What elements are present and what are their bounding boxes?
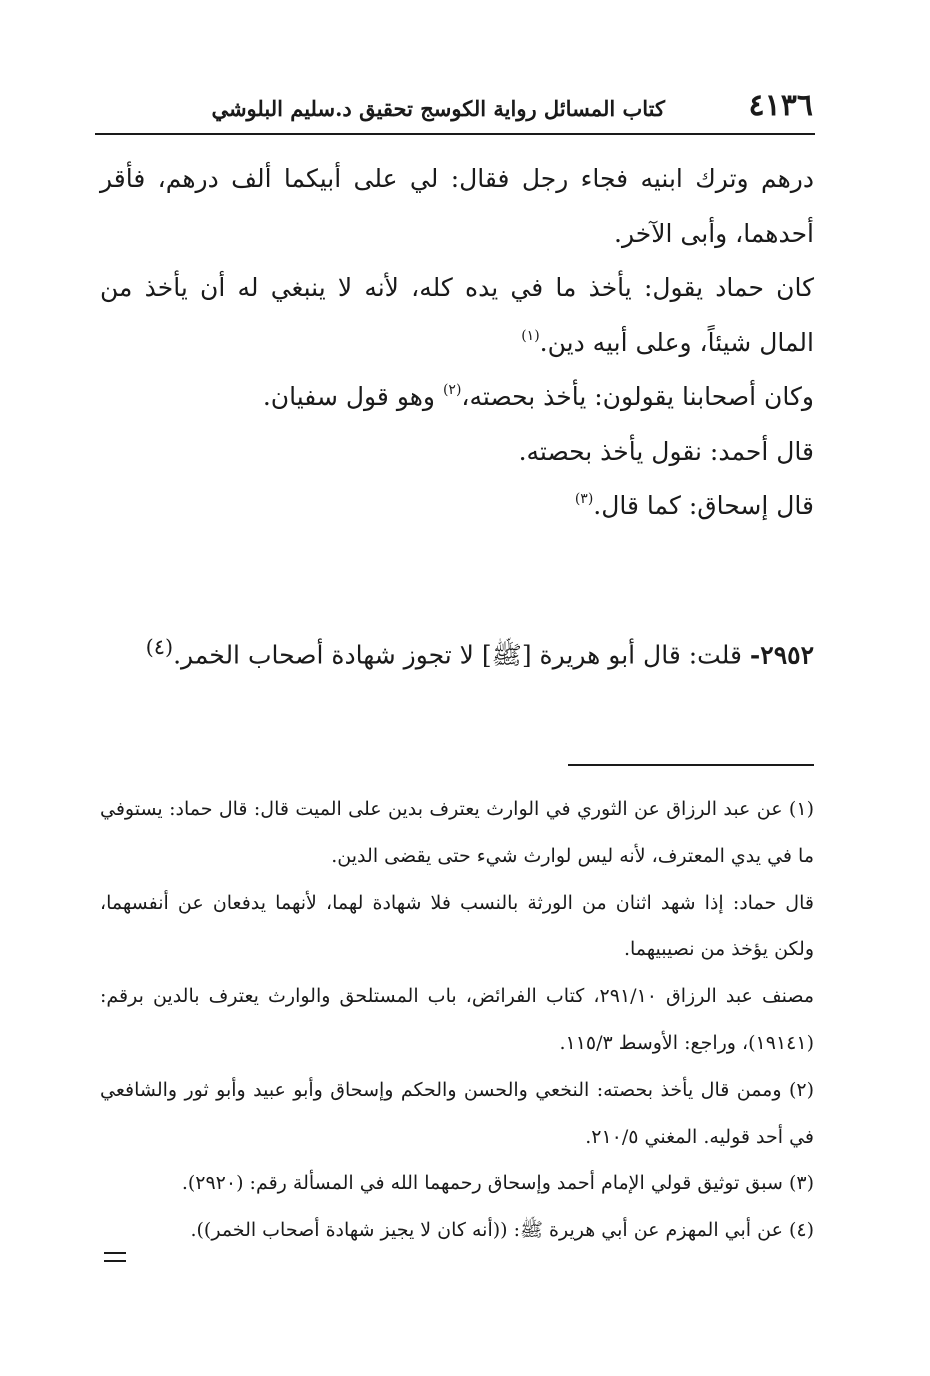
footnote-1: (١) عن عبد الرزاق عن الثوري في الوارث يعترف بدين على الميت قال: قال حماد: يستوفي ما في يدي المعترف، لأنه ليس لوارث شيء حتى يقضى الدين.	[100, 798, 814, 867]
footnote-1-para: قال حماد: إذا شهد اثنان من الورثة بالنسب فلا شهادة لهما، لأنهما يدفعان عن أنفسهما، ولكن يؤخذ من نصيبيهما.	[100, 891, 814, 961]
paragraph	[100, 425, 814, 480]
paragraph-text: درهم وترك ابنيه فجاء رجل فقال: لي على أبيكما ألف درهم، فأقر أحدهما، وأبى الآخر.	[100, 164, 814, 248]
footnote-ref: (٢)	[442, 382, 462, 398]
paragraph	[100, 479, 814, 534]
footnote-separator	[568, 764, 814, 766]
footnote-2: (٢) وممن قال يأخذ بحصته: النخعي والحسن والحكم وإسحاق وأبو عبيد وأبو ثور والشافعي في أحد قوليه. المغني ٢١٠/٥.	[100, 1078, 814, 1148]
paragraph-text: وهو قول سفيان.	[262, 382, 443, 411]
paragraph-text: وكان أصحابنا يقولون: يأخذ بحصته،	[461, 382, 814, 411]
header-rule	[95, 133, 815, 135]
continuation-line	[104, 1260, 126, 1262]
footnote-ref: (٤)	[145, 635, 174, 659]
footnote-3: (٣) سبق توثيق قولي الإمام أحمد وإسحاق رحمهما الله في المسألة رقم: (٢٩٢٠).	[181, 1172, 814, 1195]
paragraph-text: كان حماد يقول: يأخذ ما في يده كله، لأنه لا ينبغي له أن يأخذ من المال شيئاً، وعلى أبيه دين.	[100, 273, 814, 357]
continuation-line	[104, 1252, 126, 1254]
footnotes	[100, 786, 814, 1254]
continuation-mark	[104, 1252, 126, 1264]
question-2952	[100, 620, 814, 682]
page-number: ٤١٣٦	[748, 88, 813, 123]
question-number: ٢٩٥٢-	[749, 640, 814, 670]
footnote-1-source: مصنف عبد الرزاق ٢٩١/١٠، كتاب الفرائض، باب المستلحق والوارث يعترف بالدين برقم: (١٩١٤١)، وراجع: الأوسط ١١٥/٣.	[100, 985, 814, 1054]
paragraph-text: قال أحمد: نقول يأخذ بحصته.	[518, 436, 814, 466]
footnote-ref: (١)	[521, 327, 540, 344]
running-title: كتاب المسائل رواية الكوسج تحقيق د.سليم البلوشي	[211, 96, 665, 121]
paragraph	[100, 261, 814, 370]
footnote-4: (٤) عن أبي المهزم عن أبي هريرة ﷺ: ((أنه كان لا يجيز شهادة أصحاب الخمر)).	[190, 1219, 814, 1242]
question-text: قلت: قال أبو هريرة [ﷺ] لا تجوز شهادة أصحاب الخمر.	[173, 640, 750, 670]
question-paragraph	[100, 620, 814, 682]
footnote-ref: (٣)	[574, 491, 594, 507]
paragraph	[100, 370, 814, 425]
paragraph-text: قال إسحاق: كما قال.	[593, 491, 814, 520]
paragraph	[100, 152, 814, 261]
main-text	[100, 152, 814, 534]
page-header	[95, 88, 813, 132]
